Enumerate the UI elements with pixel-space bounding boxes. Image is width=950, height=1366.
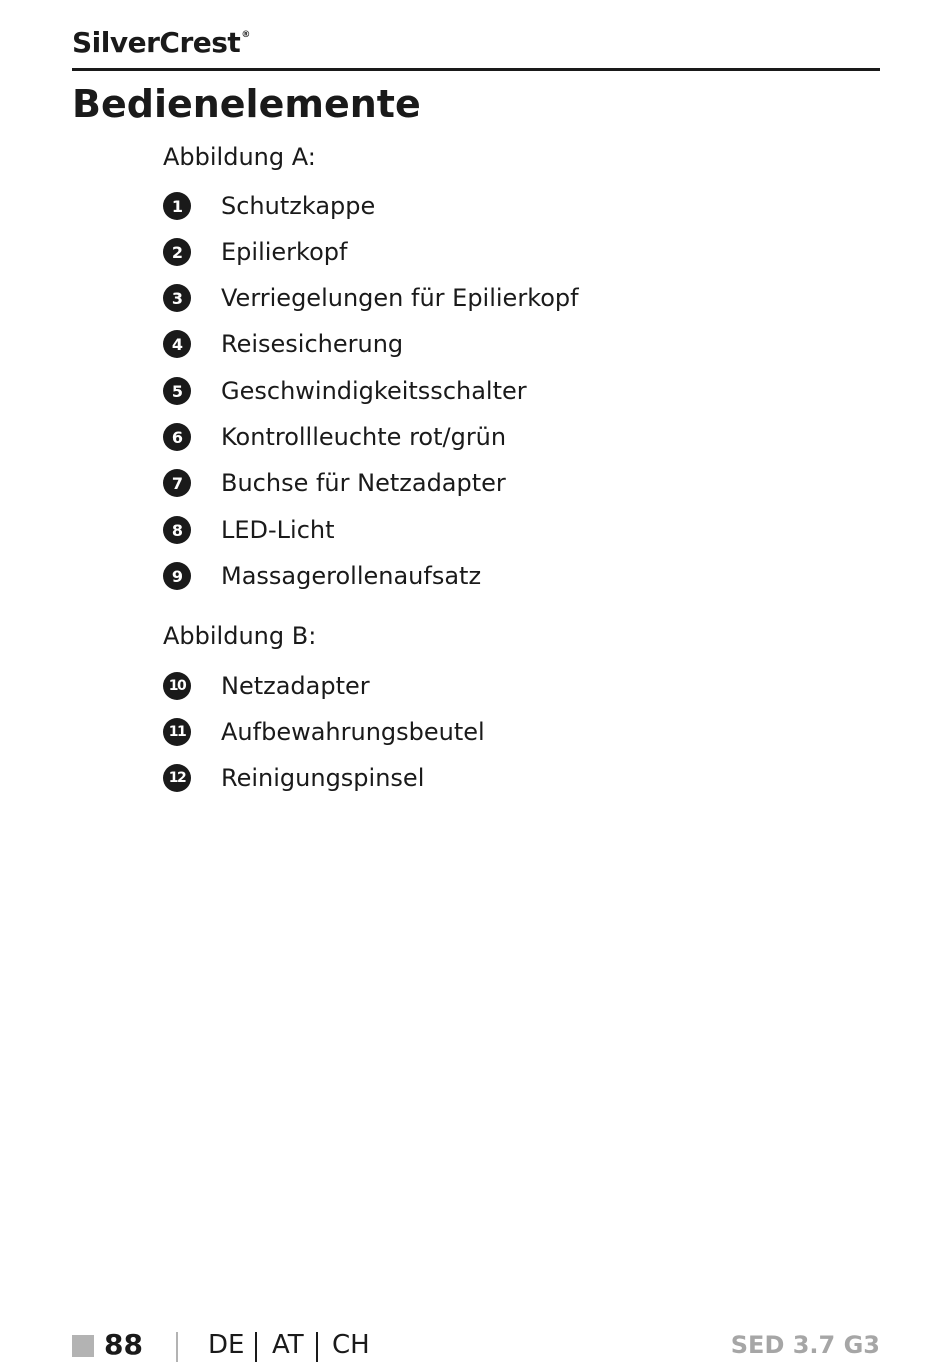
country-code-at: AT <box>272 1330 304 1360</box>
item-label: LED-Licht <box>221 516 335 544</box>
country-code-de: DE <box>208 1330 245 1360</box>
header-divider <box>72 68 880 71</box>
list-item <box>163 375 527 407</box>
item-label: Geschwindigkeitsschalter <box>221 377 527 405</box>
list-item <box>163 467 506 499</box>
number-4-icon: 4 <box>163 330 191 358</box>
number-11-icon: 11 <box>163 718 191 746</box>
item-label: Epilierkopf <box>221 238 348 266</box>
list-item <box>163 514 335 546</box>
page-number: 88 <box>104 1328 143 1361</box>
figure-a-heading: Abbildung A: <box>163 143 316 171</box>
footer-divider <box>316 1332 318 1362</box>
footer-square-marker <box>72 1335 94 1357</box>
list-item <box>163 421 506 453</box>
number-8-icon: 8 <box>163 516 191 544</box>
number-5-icon: 5 <box>163 377 191 405</box>
item-label: Verriegelungen für Epilierkopf <box>221 284 579 312</box>
item-label: Netzadapter <box>221 672 370 700</box>
number-12-icon: 12 <box>163 764 191 792</box>
item-label: Buchse für Netzadapter <box>221 469 506 497</box>
number-10-icon: 10 <box>163 672 191 700</box>
number-7-icon: 7 <box>163 469 191 497</box>
item-label: Massagerollenaufsatz <box>221 562 482 590</box>
figure-b-heading: Abbildung B: <box>163 622 317 650</box>
number-6-icon: 6 <box>163 423 191 451</box>
list-item <box>163 716 485 748</box>
number-9-icon: 9 <box>163 562 191 590</box>
number-2-icon: 2 <box>163 238 191 266</box>
page-title: Bedienelemente <box>72 82 421 126</box>
registered-mark: ® <box>241 30 250 40</box>
country-code-ch: CH <box>332 1330 370 1360</box>
brand-name: SilverCrest <box>72 26 241 59</box>
number-3-icon: 3 <box>163 284 191 312</box>
brand-logo <box>72 26 250 59</box>
page-footer <box>72 1328 880 1366</box>
list-item <box>163 190 375 222</box>
model-number: SED 3.7 G3 <box>730 1331 880 1359</box>
item-label: Reisesicherung <box>221 330 404 358</box>
list-item <box>163 236 347 268</box>
list-item <box>163 762 424 794</box>
list-item <box>163 560 481 592</box>
footer-divider <box>176 1332 178 1362</box>
list-item <box>163 282 579 314</box>
list-item <box>163 328 403 360</box>
item-label: Reinigungspinsel <box>221 764 425 792</box>
item-label: Aufbewahrungsbeutel <box>221 718 485 746</box>
item-label: Kontrollleuchte rot/grün <box>221 423 507 451</box>
list-item <box>163 670 370 702</box>
item-label: Schutzkappe <box>221 192 376 220</box>
footer-divider <box>255 1332 257 1362</box>
number-1-icon: 1 <box>163 192 191 220</box>
